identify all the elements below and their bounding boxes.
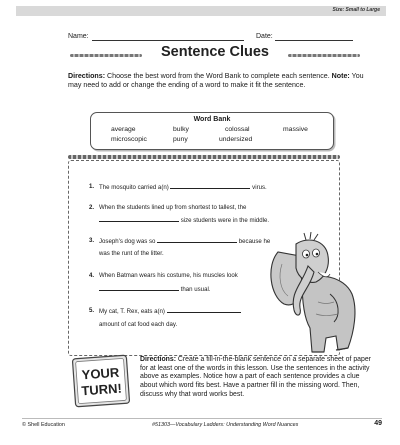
note-label: Note:: [331, 72, 350, 80]
directions-label: Directions:: [68, 72, 106, 80]
item-text: [99, 307, 241, 315]
item-text: [99, 237, 270, 245]
your-turn-directions: [140, 356, 374, 400]
word-bank-word: average: [111, 126, 136, 133]
answer-blank[interactable]: [167, 307, 241, 313]
item-number: 4.: [89, 272, 95, 279]
page-title: Sentence Clues: [161, 44, 269, 60]
word-bank: [90, 112, 334, 150]
rope-divider-right: [288, 54, 360, 57]
item-text-line1: When Batman wears his costume, his muscles look: [99, 272, 238, 279]
item-text-after: virus.: [250, 184, 267, 191]
word-bank-word: bulky: [173, 126, 189, 133]
badge-line-2: TURN!: [80, 380, 123, 399]
top-banner: [16, 6, 386, 16]
word-bank-word: microscopic: [111, 136, 147, 143]
word-bank-word: puny: [173, 136, 188, 143]
item-text-line1: When the students lined up from shortest to tallest, the: [99, 204, 247, 211]
word-bank-word: massive: [283, 126, 308, 133]
item-number: 2.: [89, 204, 95, 211]
activity-rope-border: [68, 155, 340, 159]
banner-label: Size: Small to Large: [332, 7, 380, 13]
directions-text: [68, 72, 368, 90]
elephant-illustration-icon: [268, 232, 364, 360]
name-field[interactable]: [92, 40, 244, 41]
date-field[interactable]: [275, 40, 353, 41]
badge-line-1: YOUR: [81, 364, 120, 383]
word-bank-word: undersized: [219, 136, 253, 143]
item-text-line2: was the runt of the litter.: [99, 250, 164, 257]
item-text: [99, 216, 269, 224]
directions-body-1: Choose the best word from the Word Bank to complete each sentence.: [105, 72, 332, 80]
answer-blank[interactable]: [99, 216, 179, 222]
page-number: 49: [374, 420, 382, 427]
item-text-before: My cat, T. Rex, eats a(n): [99, 308, 167, 315]
answer-blank[interactable]: [99, 285, 179, 291]
title-block: [70, 44, 360, 66]
answer-blank[interactable]: [157, 237, 237, 243]
answer-blank[interactable]: [170, 183, 250, 189]
item-text-before: Joseph's dog was so: [99, 238, 158, 245]
footer-book-title: #51303—Vocabulary Ladders: Understanding Word Nuances: [152, 422, 299, 428]
your-turn-label: Directions:: [140, 356, 176, 363]
directions-body-2: You may need to add or change the ending of a word to make it fit the sentence.: [68, 72, 364, 90]
item-text: [99, 285, 211, 293]
item-text-after: because he: [237, 238, 271, 245]
name-label: Name:: [68, 33, 89, 40]
item-text-line2: amount of cat food each day.: [99, 321, 178, 328]
footer-copyright: © Shell Education: [22, 422, 65, 428]
item-text: [99, 183, 267, 191]
date-label: Date:: [256, 33, 273, 40]
word-bank-title: Word Bank: [193, 116, 231, 123]
word-bank-word: colossal: [225, 126, 250, 133]
item-text-after: size students were in the middle.: [179, 217, 270, 224]
page-footer: [22, 418, 382, 430]
item-text-after: than usual.: [179, 286, 211, 293]
your-turn-body: Create a fill-in-the-blank sentence on a separate sheet of paper for at least one of the words in this lesson. Use the sentences in the activity above as examples. Notice how a part of each sentence provides a clue about which word fits best. Have a partner fill in the missing word. Then, discuss why that word works best.: [140, 356, 371, 398]
item-number: 1.: [89, 183, 95, 190]
item-number: 5.: [89, 307, 95, 314]
your-turn-badge: [70, 353, 132, 409]
rope-divider-left: [70, 54, 142, 57]
item-number: 3.: [89, 237, 95, 244]
item-text-before: The mosquito carried a(n): [99, 184, 171, 191]
